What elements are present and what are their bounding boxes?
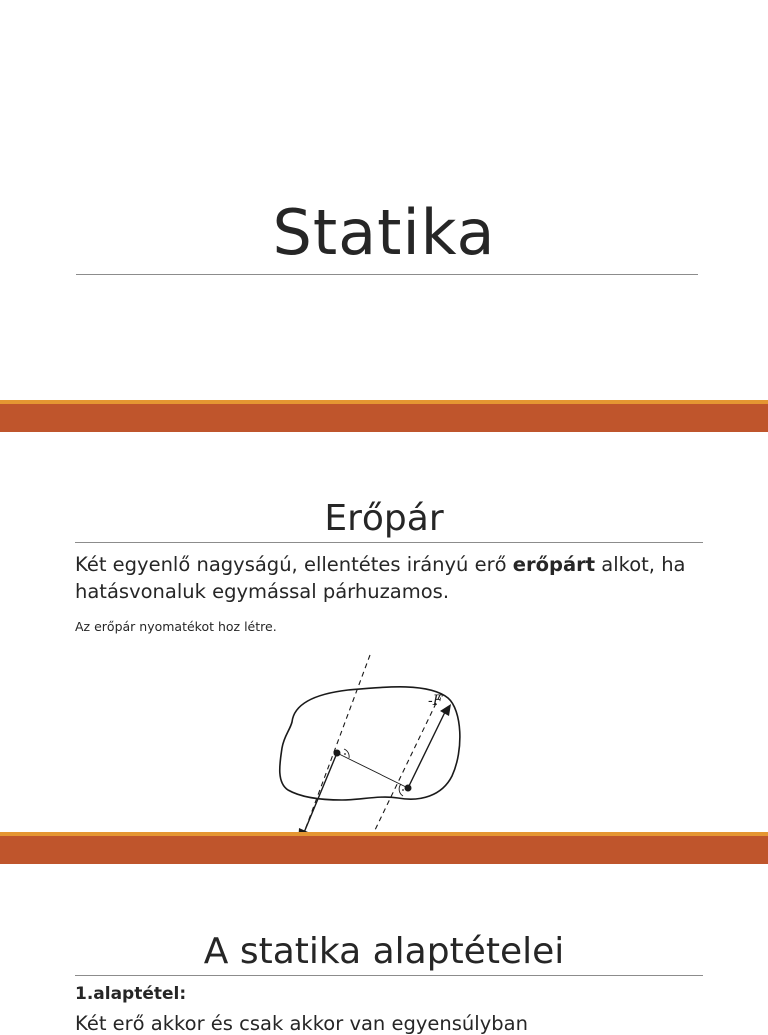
application-point-2 <box>405 785 412 792</box>
force-couple-diagram <box>270 650 480 832</box>
slide-title <box>0 0 768 400</box>
moment-arm <box>337 753 408 788</box>
definition-part-2: alkot, ha hatásvonaluk egymással párhuzamos. <box>75 553 686 603</box>
label-negative-force: -F <box>428 693 443 709</box>
force-vector-down <box>303 753 337 835</box>
slide-heading: A statika alaptételei <box>203 931 565 972</box>
slide-separator <box>0 400 768 432</box>
right-angle-dot-1 <box>344 753 346 755</box>
theorem-text: Két erő akkor és csak akkor van egyensúlyban <box>75 1012 528 1035</box>
theorem-label: 1.alaptétel: <box>75 984 187 1004</box>
application-point-1 <box>334 750 341 757</box>
line-of-action-2 <box>375 695 440 830</box>
slide-separator <box>0 832 768 864</box>
note-text: Az erőpár nyomatékot hoz létre. <box>75 619 277 634</box>
slide-alaptetelek <box>0 864 768 1035</box>
heading-underline <box>75 975 703 976</box>
separator-highlight <box>0 400 768 404</box>
definition-text <box>75 551 715 605</box>
separator-highlight <box>0 832 768 836</box>
line-of-action-1 <box>305 655 370 830</box>
right-angle-dot-2 <box>402 789 404 791</box>
definition-part-1: Két egyenlő nagyságú, ellentétes irányú erő <box>75 553 513 576</box>
slide-heading: Erőpár <box>324 498 444 539</box>
heading-underline <box>75 542 703 543</box>
title-underline <box>76 274 698 275</box>
presentation-title: Statika <box>272 196 496 269</box>
definition-term: erőpárt <box>512 553 596 576</box>
slide-eropar <box>0 432 768 832</box>
